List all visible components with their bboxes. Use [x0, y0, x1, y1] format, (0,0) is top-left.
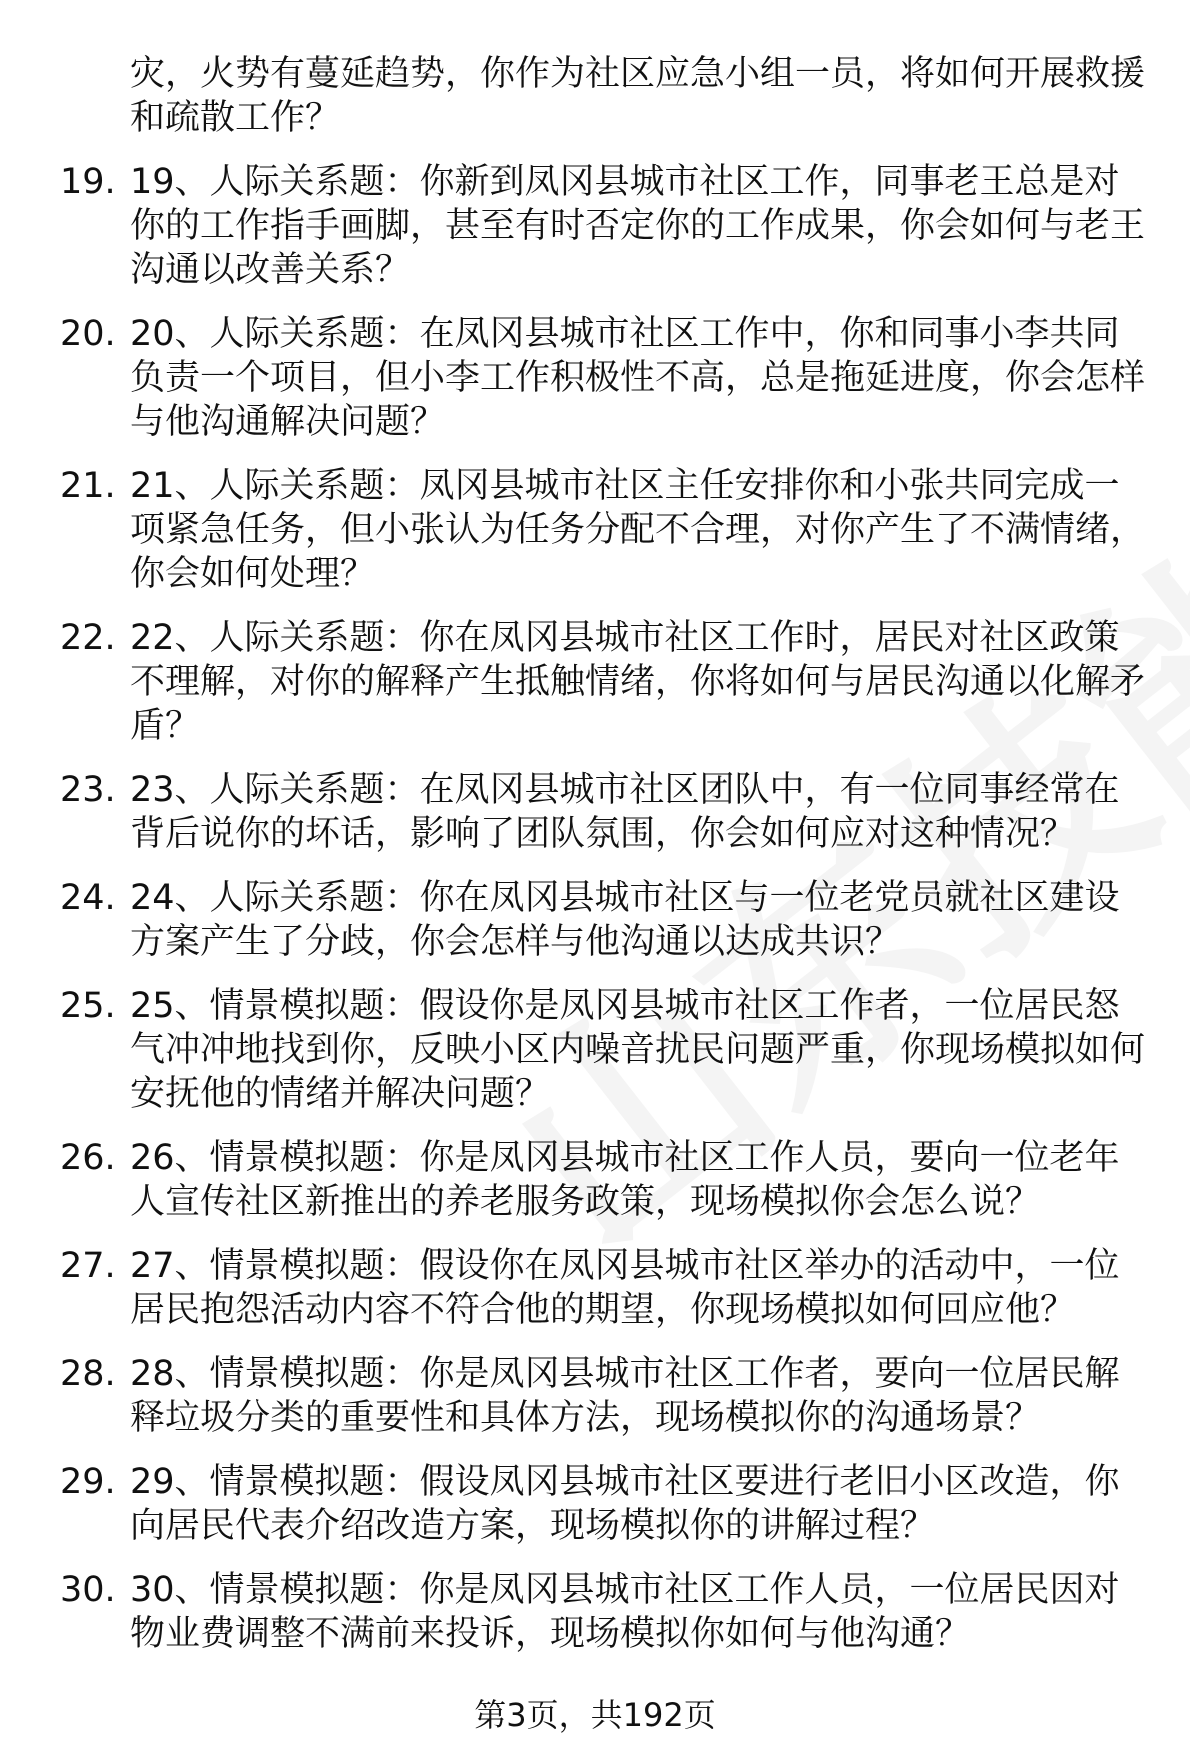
question-content	[60, 52, 1150, 1676]
list-item	[60, 984, 1150, 1116]
item-text: 23、人际关系题：在凤冈县城市社区团队中，有一位同事经常在背后说你的坏话，影响了团队氛围，你会如何应对这种情况？	[130, 770, 1120, 854]
item-number: 25.	[60, 986, 116, 1026]
item-text: 21、人际关系题：凤冈县城市社区主任安排你和小张共同完成一项紧急任务，但小张认为任务分配不合理，对你产生了不满情绪，你会如何处理？	[130, 466, 1146, 594]
item-number: 19.	[60, 162, 116, 202]
list-item	[60, 616, 1150, 748]
item-text: 25、情景模拟题：假设你是凤冈县城市社区工作者，一位居民怒气冲冲地找到你，反映小区内噪音扰民问题严重，你现场模拟如何安抚他的情绪并解决问题？	[130, 986, 1146, 1114]
item-number: 20.	[60, 314, 116, 354]
item-number: 21.	[60, 466, 116, 506]
item-number: 26.	[60, 1138, 116, 1178]
list-item	[60, 160, 1150, 292]
item-text: 22、人际关系题：你在凤冈县城市社区工作时，居民对社区政策不理解，对你的解释产生抵触情绪，你将如何与居民沟通以化解矛盾？	[130, 618, 1146, 746]
item-text: 24、人际关系题：你在凤冈县城市社区与一位老党员就社区建设方案产生了分歧，你会怎样与他沟通以达成共识？	[130, 878, 1120, 962]
list-item	[60, 1136, 1150, 1224]
list-item	[60, 768, 1150, 856]
list-item	[60, 1244, 1150, 1332]
item-text: 26、情景模拟题：你是凤冈县城市社区工作人员，要向一位老年人宣传社区新推出的养老服务政策，现场模拟你会怎么说？	[130, 1138, 1120, 1222]
item-number: 30.	[60, 1570, 116, 1610]
item-text: 19、人际关系题：你新到凤冈县城市社区工作，同事老王总是对你的工作指手画脚，甚至有时否定你的工作成果，你会如何与老王沟通以改善关系？	[130, 162, 1146, 290]
item-number: 27.	[60, 1246, 116, 1286]
page-footer: 第3页，共192页	[474, 1696, 716, 1734]
item-text: 29、情景模拟题：假设凤冈县城市社区要进行老旧小区改造，你向居民代表介绍改造方案，现场模拟你的讲解过程？	[130, 1462, 1120, 1546]
item-number: 23.	[60, 770, 116, 810]
item-text: 20、人际关系题：在凤冈县城市社区工作中，你和同事小李共同负责一个项目，但小李工作积极性不高，总是拖延进度，你会怎样与他沟通解决问题？	[130, 314, 1146, 442]
continued-question-text: 灾，火势有蔓延趋势，你作为社区应急小组一员，将如何开展救援和疏散工作？	[130, 54, 1146, 138]
item-text: 28、情景模拟题：你是凤冈县城市社区工作者，要向一位居民解释垃圾分类的重要性和具体方法，现场模拟你的沟通场景？	[130, 1354, 1120, 1438]
item-number: 29.	[60, 1462, 116, 1502]
item-text: 30、情景模拟题：你是凤冈县城市社区工作人员，一位居民因对物业费调整不满前来投诉，现场模拟你如何与他沟通？	[130, 1570, 1120, 1654]
list-item	[60, 876, 1150, 964]
list-item	[60, 312, 1150, 444]
question-list	[60, 160, 1150, 1656]
item-text: 27、情景模拟题：假设你在凤冈县城市社区举办的活动中，一位居民抱怨活动内容不符合他的期望，你现场模拟如何回应他？	[130, 1246, 1120, 1330]
list-item	[60, 1460, 1150, 1548]
item-number: 22.	[60, 618, 116, 658]
item-number: 28.	[60, 1354, 116, 1394]
list-item	[60, 1352, 1150, 1440]
item-number: 24.	[60, 878, 116, 918]
list-item	[60, 464, 1150, 596]
list-item	[60, 1568, 1150, 1656]
